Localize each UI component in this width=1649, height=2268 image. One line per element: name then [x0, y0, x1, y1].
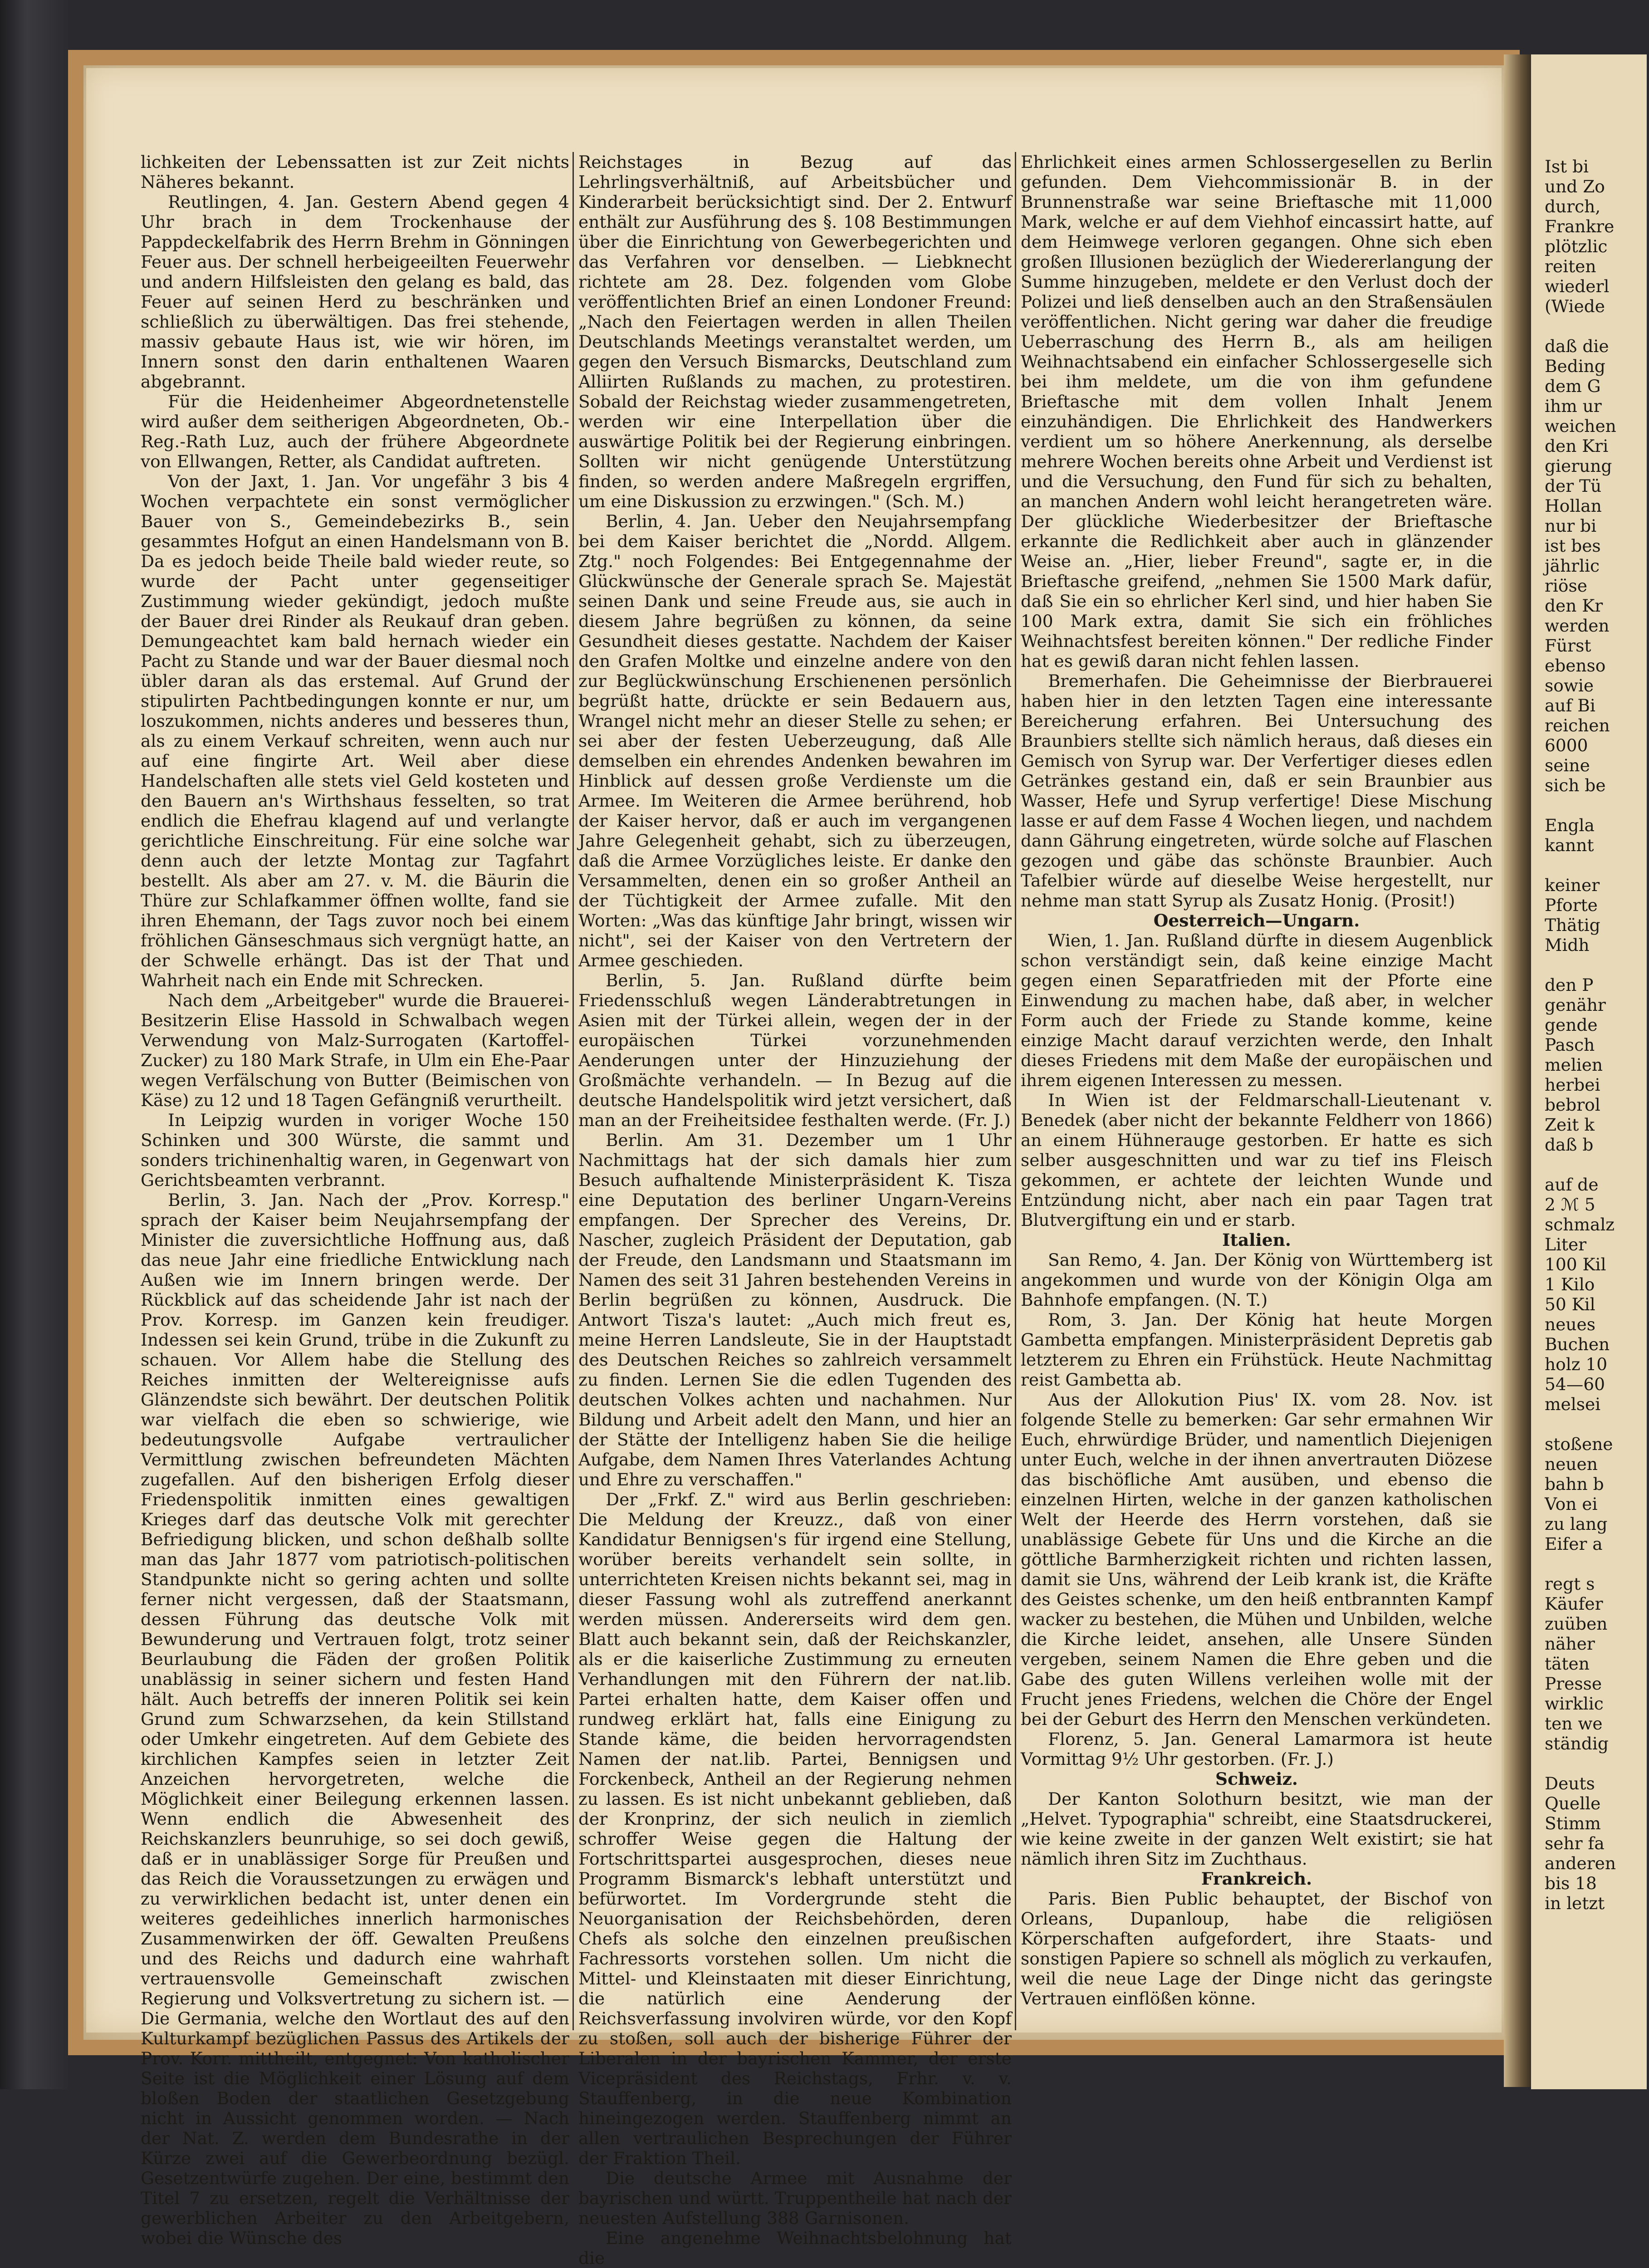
text-fragment: Liter	[1545, 1234, 1587, 1254]
text-fragment: gierung	[1545, 456, 1612, 476]
text-fragment: ten we	[1545, 1714, 1603, 1734]
text-column-2	[578, 152, 1012, 2268]
text-fragment: der Tü	[1545, 476, 1602, 496]
text-fragment: Käufer	[1545, 1594, 1603, 1614]
paragraph: Paris. Bien Public behauptet, der Bischof von Orleans, Dupanloup, habe die religiösen Körperschaften aufgefordert, ihre Staats- und sonstigen Papiere so schnell als möglich zu verkaufen, weil die neue Lage der Dinge nicht das geringste Vertrauen einflößen könne.	[1021, 1889, 1492, 2008]
text-fragment: genähr	[1545, 995, 1606, 1015]
paragraph: Rom, 3. Jan. Der König hat heute Morgen Gambetta empfangen. Ministerpräsident Depretis gab letzterem zu Ehren ein Frühstück. Heute Nachmittag reist Gambetta ab.	[1021, 1310, 1492, 1390]
section-heading: Schweiz.	[1215, 1769, 1298, 1789]
text-fragment: schmalz	[1545, 1215, 1615, 1234]
text-fragment: sich be	[1545, 775, 1606, 795]
text-fragment: Von ei	[1545, 1494, 1598, 1514]
text-fragment: Engla	[1545, 815, 1595, 835]
text-fragment: reiten	[1545, 256, 1596, 276]
line-gap	[1545, 955, 1649, 975]
text-fragment: Buchen	[1545, 1334, 1610, 1354]
text-fragment: jährlic	[1545, 556, 1600, 576]
text-fragment: Pasch	[1545, 1035, 1595, 1055]
text-fragment: riöse	[1545, 576, 1587, 596]
text-fragment: (Wiede	[1545, 296, 1605, 316]
text-fragment: 50 Kil	[1545, 1294, 1595, 1314]
text-fragment: Hollan	[1545, 496, 1602, 516]
text-fragment: neuen	[1545, 1454, 1598, 1474]
text-fragment: und Zo	[1545, 176, 1605, 196]
text-fragment: den Kr	[1545, 596, 1603, 616]
text-fragment: durch,	[1545, 196, 1601, 216]
paragraph: In Wien ist der Feldmarschall-Lieutenant v. Benedek (aber nicht der bekannte Feldherr von 1866) an einem Hühnerauge gestorben. Er hatte es sich selber ausgeschnitten und war zu tief ins Fleisch gekommen, er achtete der leichten Wunde und Entzündung nicht, aber nach ein paar Tagen trat Blutvergiftung ein und er starb.	[1021, 1090, 1492, 1230]
text-fragment: den P	[1545, 975, 1594, 995]
text-fragment: auf de	[1545, 1175, 1599, 1195]
text-fragment: werden	[1545, 616, 1610, 636]
text-fragment: gende	[1545, 1015, 1598, 1035]
text-fragment: Zeit k	[1545, 1115, 1595, 1135]
text-fragment: stoßene	[1545, 1434, 1613, 1454]
paragraph: Reutlingen, 4. Jan. Gestern Abend gegen 4 Uhr brach in dem Trockenhause der Pappdeckelfabrik des Herrn Brehm in Gönningen Feuer aus. Der schnell herbeigeeilten Feuerwehr und andern Hilfsleisten den gelang es bald, das Feuer auf seinen Herd zu beschränken und schließlich zu überwältigen. Das frei stehende, massiv gebaute Haus ist, wie wir hören, im Innern sonst den darin enthaltenen Waaren abgebrannt.	[141, 192, 569, 392]
text-fragment: Ist bi	[1545, 157, 1589, 176]
text-fragment: 100 Kil	[1545, 1254, 1606, 1274]
line-gap	[1545, 1554, 1649, 1574]
page-gutter	[1504, 54, 1531, 2087]
text-fragment: auf Bi	[1545, 696, 1595, 715]
text-fragment: zu lang	[1545, 1514, 1608, 1534]
paragraph: Nach dem „Arbeitgeber" wurde die Brauerei-Besitzerin Elise Hassold in Schwalbach wegen Verwendung von Malz-Surrogaten (Kartoffel-Zucker) zu 180 Mark Strafe, in Ulm ein Ehe-Paar wegen Verfälschung von Butter (Beimischen von Käse) zu 12 und 18 Tagen Gefängniß verurtheilt.	[141, 990, 569, 1110]
adjacent-page-column	[1545, 157, 1649, 1926]
paragraph: Berlin, 3. Jan. Nach der „Prov. Korresp." sprach der Kaiser beim Neujahrsempfang der Minister die zuversichtliche Hoffnung aus, daß das neue Jahr eine friedliche Entwicklung nach Außen wie im Innern bringen werde. Der Rückblick auf das scheidende Jahr ist nach der Prov. Korresp. im Ganzen kein freudiger. Indessen sei kein Grund, trübe in die Zukunft zu schauen. Vor Allem habe die Stellung des Reiches inmitten der Weltereignisse aufs Glänzendste sich bewährt. Der deutschen Politik war vielfach die eben so schwierige, wie bedeutungsvolle Aufgabe vertraulicher Vermittlung zwischen befreundeten Mächten zugefallen. Auf den bisherigen Erfolg dieser Friedenspolitik inmitten eines gewaltigen Krieges darf das deutsche Volk mit gerechter Befriedigung blicken, und schon deßhalb sollte man das Jahr 1877 vom patriotisch-politischen Standpunkte nicht so gering achten und sollte ferner nicht vergessen, daß der Staatsmann, dessen Führung das deutsche Volk mit Bewunderung und Vertrauen folgt, trotz seiner Beurlaubung die Fäden der großen Politik unablässig in seiner sichern und festen Hand hält. Auch betreffs der inneren Politik sei kein Grund zum Schwarzsehen, da kein Stillstand oder Umkehr eingetreten. Auf dem Gebiete des kirchlichen Kampfes seien in letzter Zeit Anzeichen hervorgetreten, welche die Möglichkeit einer Beilegung erkennen lassen. Wenn endlich die Abwesenheit des Reichskanzlers beunruhige, so sei doch gewiß, daß er in unablässiger Sorge für Preußen und das Reich die Voraussetzungen zu erwägen und zu verwirklichen bedacht ist, unter denen ein weiteres gedeihliches innerlich harmonisches Zusammenwirken der öff. Gewalten Preußens und des Reichs und dadurch eine wahrhaft vertrauensvolle Gemeinschaft zwischen Regierung und Volksvertretung zu sichern ist. — Die Germania, welche den Wortlaut des auf den Kulturkampf bezüglichen Passus des Artikels der Prov. Korr. mittheilt, entgegnet: Von katholischer Seite ist die Möglichkeit einer Lösung auf dem bloßen Boden der staatlichen Gesetzgebung nicht in Aussicht genommen worden. — Nach der Nat. Z. werden dem Bundesrathe in der Kürze zwei auf die Gewerbeordnung bezügl. Gesetzentwürfe zugehen. Der eine, bestimmt den Titel 7 zu ersetzen, regelt die Verhältnisse der gewerblichen Arbeiter zu den Arbeitgebern, wobei die Wünsche des	[141, 1190, 569, 2248]
text-fragment: zuüben	[1545, 1614, 1608, 1634]
line-gap	[1545, 1754, 1649, 1773]
text-fragment: weichen	[1545, 416, 1616, 436]
section-heading: Oesterreich—Ungarn.	[1153, 911, 1360, 931]
line-gap	[1545, 855, 1649, 875]
text-fragment: seine	[1545, 755, 1590, 775]
text-fragment: sehr fa	[1545, 1833, 1605, 1853]
paragraph: Für die Heidenheimer Abgeordnetenstelle wird außer dem seitherigen Abgeordneten, Ob.-Reg.-Rath Luz, auch der frühere Abgeordnete von Ellwangen, Retter, als Candidat auftreten.	[141, 392, 569, 471]
paragraph: Eine angenehme Weihnachtsbelohnung hat die	[578, 2228, 1012, 2268]
text-fragment: Fürst	[1545, 636, 1591, 656]
text-fragment: herbei	[1545, 1075, 1600, 1095]
text-fragment: den Kri	[1545, 436, 1609, 456]
text-fragment: bis 18	[1545, 1873, 1597, 1893]
text-fragment: daß b	[1545, 1135, 1594, 1155]
paragraph: Berlin, 5. Jan. Rußland dürfte beim Friedensschluß wegen Länderabtretungen in Asien mit der Türkei allein, wegen der in der europäischen Türkei vorzunehmenden Aenderungen unter der Hinzuziehung der Großmächte verhandeln. — In Bezug auf die deutsche Handelspolitik wird jetzt versichert, daß man an der Freiheitsidee festhalten werde. (Fr. J.)	[578, 970, 1012, 1130]
paragraph: Berlin. Am 31. Dezember um 1 Uhr Nachmittags hat der sich damals hier zum Besuch aufhaltende Ministerpräsident K. Tisza eine Deputation des berliner Ungarn-Vereins empfangen. Der Sprecher des Vereins, Dr. Nascher, zugleich Präsident der Deputation, gab der Freude, den Landsmann und Staatsmann im Namen des seit 31 Jahren bestehenden Vereins in Berlin begrüßen zu können, Ausdruck. Die Antwort Tisza's lautet: „Auch mich freut es, meine Herren Landsleute, Sie in der Hauptstadt des Deutschen Reiches so zahlreich versammelt zu finden. Lernen Sie die edlen Tugenden des deutschen Volkes achten und nachahmen. Nur Bildung und Arbeit adelt den Mann, und hier an der Stätte der Intelligenz haben Sie die heilige Aufgabe, dem Namen Ihres Vaterlandes Achtung und Ehre zu verschaffen."	[578, 1130, 1012, 1489]
paragraph: Ehrlichkeit eines armen Schlossergesellen zu Berlin gefunden. Dem Viehcommissionär B. in der Brunnenstraße war seine Brieftasche mit 11,000 Mark, welche er auf dem Viehhof eincassirt hatte, auf dem Heimwege verloren gegangen. Ohne sich eben großen Illusionen bezüglich der Wiedererlangung der Summe hinzugeben, meldete er den Verlust doch der Polizei und ließ denselben auch an den Straßensäulen veröffentlichen. Nicht gering war daher die freudige Ueberraschung des Herrn B., als am heiligen Weihnachtsabend ein einfacher Schlossergeselle sich bei ihm meldete, um die von ihm gefundene Brieftasche mit dem vollen Inhalt Jenem einzuhändigen. Die Ehrlichkeit des Handwerkers verdient um so höhere Anerkennung, als derselbe mehrere Wochen bereits ohne Arbeit und Verdienst ist und die Versuchung, den Fund für sich zu behalten, an manchen Andern wohl leicht herangetreten wäre. Der glückliche Wiederbesitzer der Brieftasche erkannte die Redlichkeit aber auch in glänzender Weise an. „Hier, lieber Freund", sagte er, in die Brieftasche greifend, „nehmen Sie 1500 Mark dafür, daß Sie ein so ehrlicher Kerl sind, und hier haben Sie 100 Mark extra, damit Sie sich ein fröhliches Weihnachtsfest bereiten können." Der redliche Finder hat es gewiß daran nicht fehlen lassen.	[1021, 152, 1492, 671]
line-gap	[1545, 795, 1649, 815]
text-fragment: 2 ℳ 5	[1545, 1195, 1595, 1215]
text-fragment: neues	[1545, 1314, 1595, 1334]
text-fragment: keiner	[1545, 875, 1600, 895]
text-fragment: Deuts	[1545, 1773, 1595, 1793]
line-gap	[1545, 1414, 1649, 1434]
text-fragment: nur bi	[1545, 516, 1597, 536]
text-fragment: plötzlic	[1545, 236, 1608, 256]
text-fragment: regt s	[1545, 1574, 1595, 1594]
text-column-3	[1021, 152, 1492, 2035]
paragraph: lichkeiten der Lebenssatten ist zur Zeit nichts Näheres bekannt.	[141, 152, 569, 192]
text-fragment: dem G	[1545, 376, 1601, 396]
text-fragment: holz 10	[1545, 1354, 1608, 1374]
paragraph: In Leipzig wurden in voriger Woche 150 Schinken und 300 Würste, die sammt und sonders trichinenhaltig waren, in Gegenwart von Gerichtsbeamten verbrannt.	[141, 1110, 569, 1190]
text-fragment: anderen	[1545, 1853, 1616, 1873]
text-fragment: täten	[1545, 1654, 1590, 1674]
text-fragment: Beding	[1545, 356, 1605, 376]
text-fragment: ständig	[1545, 1734, 1609, 1754]
paragraph: San Remo, 4. Jan. Der König von Württemberg ist angekommen und wurde von der Königin Olga am Bahnhofe empfangen. (N. T.)	[1021, 1250, 1492, 1310]
section-heading: Frankreich.	[1201, 1869, 1312, 1889]
column-rule	[1015, 152, 1016, 2030]
text-column-1	[141, 152, 569, 2248]
text-fragment: daß die	[1545, 336, 1609, 356]
text-fragment: sowie	[1545, 676, 1594, 696]
paragraph: Der „Frkf. Z." wird aus Berlin geschrieben: Die Meldung der Kreuzz., daß von einer Kandidatur Bennigsen's für irgend eine Stellung, worüber bereits verhandelt sein sollte, in unterrichteten Kreisen nichts bekannt sei, mag in dieser Fassung wohl als zutreffend anerkannt werden müssen. Andererseits wird dem gen. Blatt auch bekannt sein, daß der Reichskanzler, als er die kaiserliche Zustimmung zu erneuten Verhandlungen mit den Führern der nat.lib. Partei erhalten hatte, dem Kaiser offen und rundweg erklärt hat, falls eine Einigung zu Stande käme, die beiden hervorragendsten Namen der nat.lib. Partei, Bennigsen und Forckenbeck, Antheil an der Regierung nehmen zu lassen. Es ist nicht unbekannt geblieben, daß der Kronprinz, der sich neulich in ziemlich schroffer Weise gegen die Haltung der Fortschrittspartei ausgesprochen, dieses neue Programm Bismarck's lebhaft unterstützt und befürwortet. Im Vordergrunde steht die Neuorganisation der Reichsbehörden, deren Chefs als solche den einzelnen preußischen Fachressorts vorstehen sollen. Um nicht die Mittel- und Kleinstaaten mit dieser Einrichtung, die natürlich eine Aenderung der Reichsverfassung involviren würde, vor den Kopf zu stoßen, soll auch der bisherige Führer der Liberalen in der bayrischen Kammer, der erste Vicepräsident des Reichstags, Frhr. v. v. Stauffenberg, in die neue Kombination hineingezogen werden. Stauffenberg nimmt an allen vertraulichen Besprechungen der Führer der Fraktion Theil.	[578, 1489, 1012, 2168]
text-fragment: Frankre	[1545, 216, 1615, 236]
text-fragment: bahn b	[1545, 1474, 1604, 1494]
section-heading: Italien.	[1222, 1230, 1291, 1250]
text-fragment: 1 Kilo	[1545, 1274, 1595, 1294]
paragraph: Aus der Allokution Pius' IX. vom 28. Nov. ist folgende Stelle zu bemerken: Gar sehr ermahnen Wir Euch, ehrwürdige Brüder, und namentlich Diejenigen unter Euch, welche in der ihnen anvertrauten Diözese das bischöfliche Amt ausüben, und ebenso die einzelnen Hirten, welche in der ganzen katholischen Welt der Heerde des Herrn vorstehen, daß sie unablässige Gebete für Uns und die Kirche an die göttliche Barmherzigkeit richten und richten lassen, damit sie Uns, während der Leib krank ist, die Kräfte des Geistes schenke, um den heiß entbrannten Kampf wacker zu bestehen, die Mühen und Unbilden, welche die Kirche leidet, ansehen, alle Unsere Sünden vergeben, seinem Namen die Ehre geben und die Gabe des guten Willens verleihen wolle mit der Frucht jenes Friedens, welchen die Chöre der Engel bei der Geburt des Herrn den Menschen verkündeten.	[1021, 1390, 1492, 1729]
text-fragment: ihm ur	[1545, 396, 1602, 416]
text-fragment: 6000	[1545, 735, 1588, 755]
text-fragment: Stimm	[1545, 1813, 1601, 1833]
text-fragment: Pforte	[1545, 895, 1598, 915]
paragraph: Der Kanton Solothurn besitzt, wie man der „Helvet. Typographia" schreibt, eine Staatsdruckerei, wie keine zweite in der ganzen Welt existirt; sie hat nämlich ihren Sitz im Zuchthaus.	[1021, 1789, 1492, 1869]
text-fragment: Eifer a	[1545, 1534, 1603, 1554]
text-fragment: ist bes	[1545, 536, 1601, 556]
paragraph: Florenz, 5. Jan. General Lamarmora ist heute Vormittag 9½ Uhr gestorben. (Fr. J.)	[1021, 1729, 1492, 1769]
text-fragment: ebenso	[1545, 656, 1606, 676]
paragraph: Bremerhafen. Die Geheimnisse der Bierbrauerei haben hier in den letzten Tagen eine interessante Bereicherung erfahren. Bei Untersuchung des Braunbiers stellte sich nämlich heraus, daß dieses ein Gemisch von Syrup war. Der Verfertiger dieses edlen Getränkes gestand ein, daß er sein Braunbier aus Wasser, Hefe und Syrup verfertige! Diese Mischung lasse er auf dem Fasse 4 Wochen liegen, und nachdem dann Gährung eingetreten, würde solche auf Flaschen gezogen und gäbe das schönste Braunbier. Auch Tafelbier würde auf dieselbe Weise hergestellt, nur nehme man statt Syrup als Zusatz Honig. (Prosit!)	[1021, 671, 1492, 911]
text-fragment: kannt	[1545, 835, 1594, 855]
text-fragment: melsei	[1545, 1394, 1601, 1414]
text-fragment: Quelle	[1545, 1793, 1601, 1813]
text-fragment: Thätig	[1545, 915, 1600, 935]
paragraph: Von der Jaxt, 1. Jan. Vor ungefähr 3 bis 4 Wochen verpachtete ein sonst vermöglicher Bauer von S., Gemeindebezirks B., sein gesammtes Hofgut an einen Handelsmann von B. Da es jedoch beide Theile bald wieder reute, so wurde der Pacht unter gegenseitiger Zustimmung wieder gekündigt, jedoch mußte der Bauer drei Rinder als Reukauf dran geben. Demungeachtet kam bald hernach wieder ein Pacht zu Stande und war der Bauer diesmal noch übler daran als das erstemal. Auf Grund der stipulirten Pachtbedingungen konnte er nur, um loszukommen, nichts anderes und besseres thun, als zu einem Verkauf schreiten, wenn auch nur auf eine fingirte Art. Weil aber diese Handelschaften alle stets viel Geld kosteten und den Bauern an's Wirthshaus fesselten, so trat endlich die Ehefrau klagend auf und verlangte gerichtliche Einschreitung. Für eine solche war denn auch der letzte Montag zur Tagfahrt bestellt. Als aber am 27. v. M. die Bäurin die Thüre zur Schlafkammer öffnen wollte, fand sie ihren Ehemann, der Tags zuvor noch bei einem fröhlichen Gänseschmaus sich vergnügt hatte, an der Schwelle erhängt. Das ist der That und Wahrheit nach ein Ende mit Schrecken.	[141, 471, 569, 990]
text-fragment: 54—60	[1545, 1374, 1605, 1394]
text-fragment: Midh	[1545, 935, 1590, 955]
text-fragment: reichen	[1545, 715, 1610, 735]
text-fragment: melien	[1545, 1055, 1603, 1075]
column-rule	[573, 152, 574, 2030]
text-fragment: bebrol	[1545, 1095, 1600, 1115]
text-fragment: Presse	[1545, 1674, 1602, 1694]
text-fragment: in letzt	[1545, 1893, 1605, 1913]
text-fragment: näher	[1545, 1634, 1595, 1654]
paragraph: Reichstages in Bezug auf das Lehrlingsverhältniß, auf Arbeitsbücher und Kinderarbeit berücksichtigt sind. Der 2. Entwurf enthält zur Ausführung des §. 108 Bestimmungen über die Einrichtung von Gewerbegerichten und das Verfahren vor denselben. — Liebknecht richtete am 28. Dez. folgenden vom Globe veröffentlichten Brief an einen Londoner Freund: „Nach den Feiertagen werden in allen Theilen Deutschlands Meetings veranstaltet werden, um gegen den Versuch Bismarcks, Deutschland zum Alliirten Rußlands zu machen, zu protestiren. Sobald der Reichstag wieder zusammengetreten, werden wir eine Interpellation über die auswärtige Politik bei der Regierung einbringen. Sollten wir nicht genügende Unterstützung finden, so werden andere Maßregeln ergriffen, um eine Diskussion zu erzwingen." (Sch. M.)	[578, 152, 1012, 511]
adjacent-page-fragment	[1531, 54, 1647, 2089]
binding-edge	[0, 0, 68, 2089]
text-fragment: wiederl	[1545, 276, 1610, 296]
paragraph: Wien, 1. Jan. Rußland dürfte in diesem Augenblick schon verständigt sein, daß keine einzige Macht gegen einen Separatfrieden mit der Pforte eine Einwendung zu machen habe, daß aber, in welcher Form auch der Friede zu Stande komme, keine einzige Macht darauf verzichten werde, den Inhalt dieses Friedens mit dem Maße der europäischen und ihrem eigenen Interessen zu messen.	[1021, 931, 1492, 1090]
line-gap	[1545, 316, 1649, 336]
text-fragment: wirklic	[1545, 1694, 1604, 1714]
paragraph: Die deutsche Armee mit Ausnahme der bayrischen und württ. Truppentheile hat nach der neuesten Aufstellung 388 Garnisonen.	[578, 2168, 1012, 2228]
line-gap	[1545, 1155, 1649, 1175]
paragraph: Berlin, 4. Jan. Ueber den Neujahrsempfang bei dem Kaiser berichtet die „Nordd. Allgem. Ztg." noch Folgendes: Bei Entgegennahme der Glückwünsche der Generale sprach Se. Majestät seinen Dank und seine Freude aus, sie auch in diesem Jahre begrüßen zu können, da seine Gesundheit dieses gestatte. Nachdem der Kaiser den Grafen Moltke und einzelne andere von den zur Beglückwünschung Erschienenen persönlich begrüßt hatte, drückte er sein Bedauern aus, Wrangel nicht mehr an dieser Stelle zu sehen; er sei aber der festen Ueberzeugung, daß Alle demselben ein ehrendes Andenken bewahren im Hinblick auf dessen große Verdienste um die Armee. Im Weiteren die Armee berührend, hob der Kaiser hervor, daß er auch im vergangenen Jahre Gelegenheit gehabt, sich zu überzeugen, daß die Armee Vorzügliches leiste. Er danke den Versammelten, denen ein so großer Antheil an der Tüchtigkeit der Armee zufalle. Mit den Worten: „Was das künftige Jahr bringt, wissen wir nicht", sei der Kaiser von den Vertretern der Armee geschieden.	[578, 511, 1012, 970]
